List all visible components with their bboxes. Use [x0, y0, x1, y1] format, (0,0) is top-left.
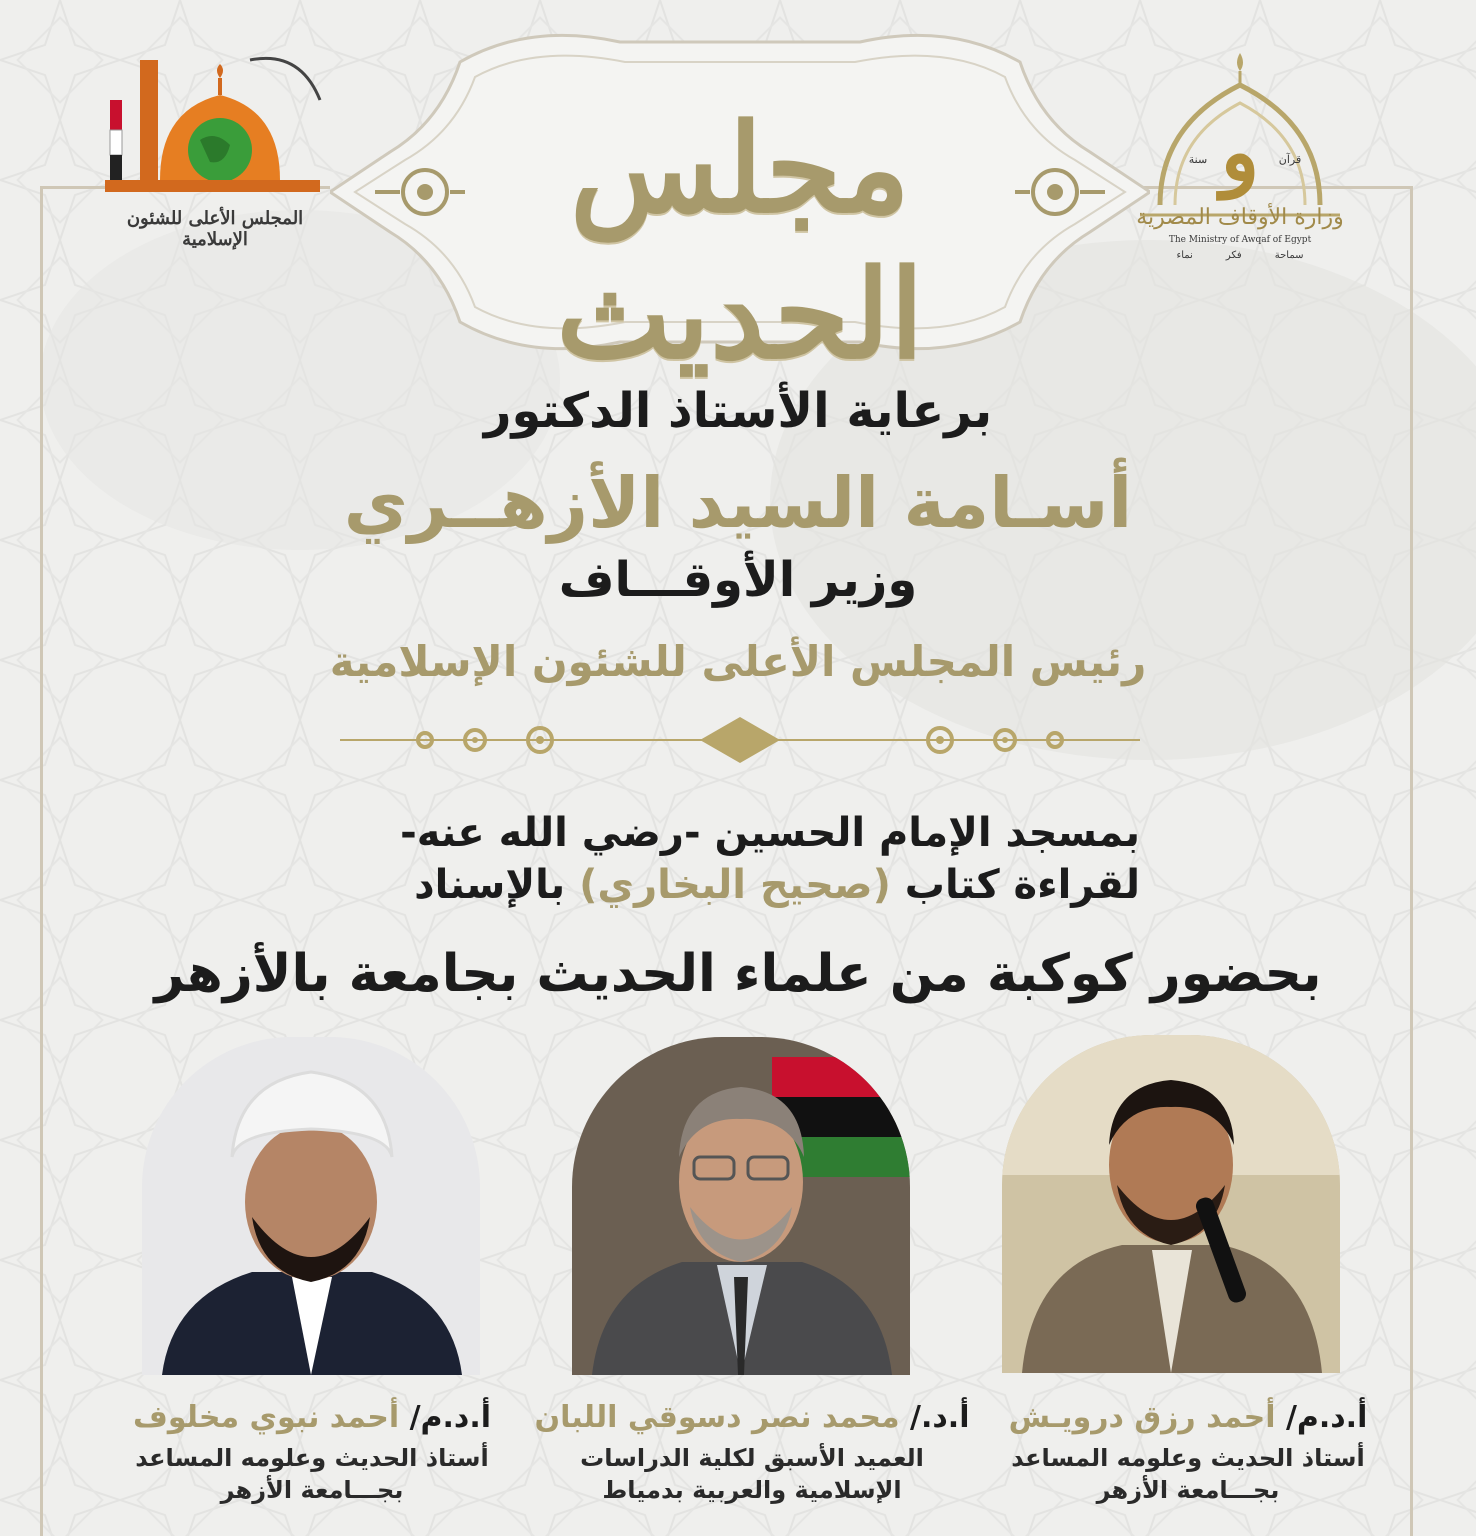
- patron-position-council: رئيس المجلس الأعلى للشئون الإسلامية: [329, 637, 1147, 686]
- awqaf-word-quran: قرآن: [1278, 153, 1302, 166]
- scholar-name: [522, 1400, 982, 1435]
- tagline-word: سماحة: [1274, 250, 1304, 261]
- scholar-photo: [142, 1037, 480, 1375]
- event-location: بمسجد الإمام الحسين -رضي الله عنه-: [400, 810, 1140, 856]
- reading-prefix: لقراءة كتاب: [904, 862, 1140, 908]
- scholar-role: [92, 1442, 532, 1507]
- scholar-photo: [1002, 1035, 1340, 1373]
- role-line: العميد الأسبق لكلية الدراسات: [580, 1444, 924, 1472]
- tagline-word: نماء: [1176, 250, 1193, 261]
- scholar-title: أ.د.م/: [409, 1400, 492, 1435]
- supreme-council-logo: [100, 40, 330, 250]
- awqaf-word-sunnah: سنة: [1188, 153, 1208, 166]
- scholar-role: [522, 1442, 982, 1507]
- scholar-title: أ.د.م/: [1285, 1400, 1368, 1435]
- book-title: (صحيح البخاري): [579, 862, 891, 908]
- awqaf-english: The Ministry of Awqaf of Egypt: [1168, 235, 1312, 245]
- patron-intro: برعاية الأستاذ الدكتور: [483, 383, 993, 439]
- council-mosque-icon: [100, 40, 330, 210]
- scholar-fullname: أحمد رزق درويـش: [1008, 1400, 1276, 1435]
- scholar-fullname: أحمد نبوي مخلوف: [132, 1400, 400, 1435]
- awqaf-name: وزارة الأوقاف المصرية: [1136, 205, 1344, 230]
- scholar-role: [968, 1442, 1408, 1507]
- scholar-title: أ.د./: [910, 1400, 970, 1435]
- svg-text:و: و: [1220, 105, 1260, 199]
- awqaf-tagline: [1160, 250, 1320, 261]
- scholar-photo: [572, 1037, 910, 1375]
- awqaf-logo: [1130, 45, 1350, 275]
- role-line: بجـــامعة الأزهر: [220, 1476, 404, 1505]
- role-line: بجـــامعة الأزهر: [1096, 1476, 1280, 1505]
- council-name: المجلس الأعلى للشئون الإسلامية: [126, 208, 304, 250]
- patron-position: وزير الأوقـــاف: [558, 552, 918, 608]
- reading-suffix: بالإسناد: [414, 862, 566, 908]
- tagline-word: فكر: [1225, 250, 1242, 261]
- page-title: مجلس الحديث: [556, 96, 924, 387]
- scholar-name: [968, 1400, 1408, 1435]
- role-line: أستاذ الحديث وعلومه المساعد: [1011, 1444, 1365, 1472]
- role-line: أستاذ الحديث وعلومه المساعد: [135, 1444, 489, 1472]
- event-reading: [340, 862, 1140, 908]
- scholar-fullname: محمد نصر دسوقي اللبان: [534, 1400, 900, 1435]
- scholar-name: [92, 1400, 532, 1435]
- ornamental-divider: [340, 705, 1140, 775]
- patron-name: أسـامة السيد الأزهــري: [343, 462, 1133, 544]
- role-line: الإسلامية والعربية بدمياط: [602, 1476, 902, 1505]
- attendance-line: بحضور كوكبة من علماء الحديث بجامعة بالأزهر: [154, 944, 1322, 1004]
